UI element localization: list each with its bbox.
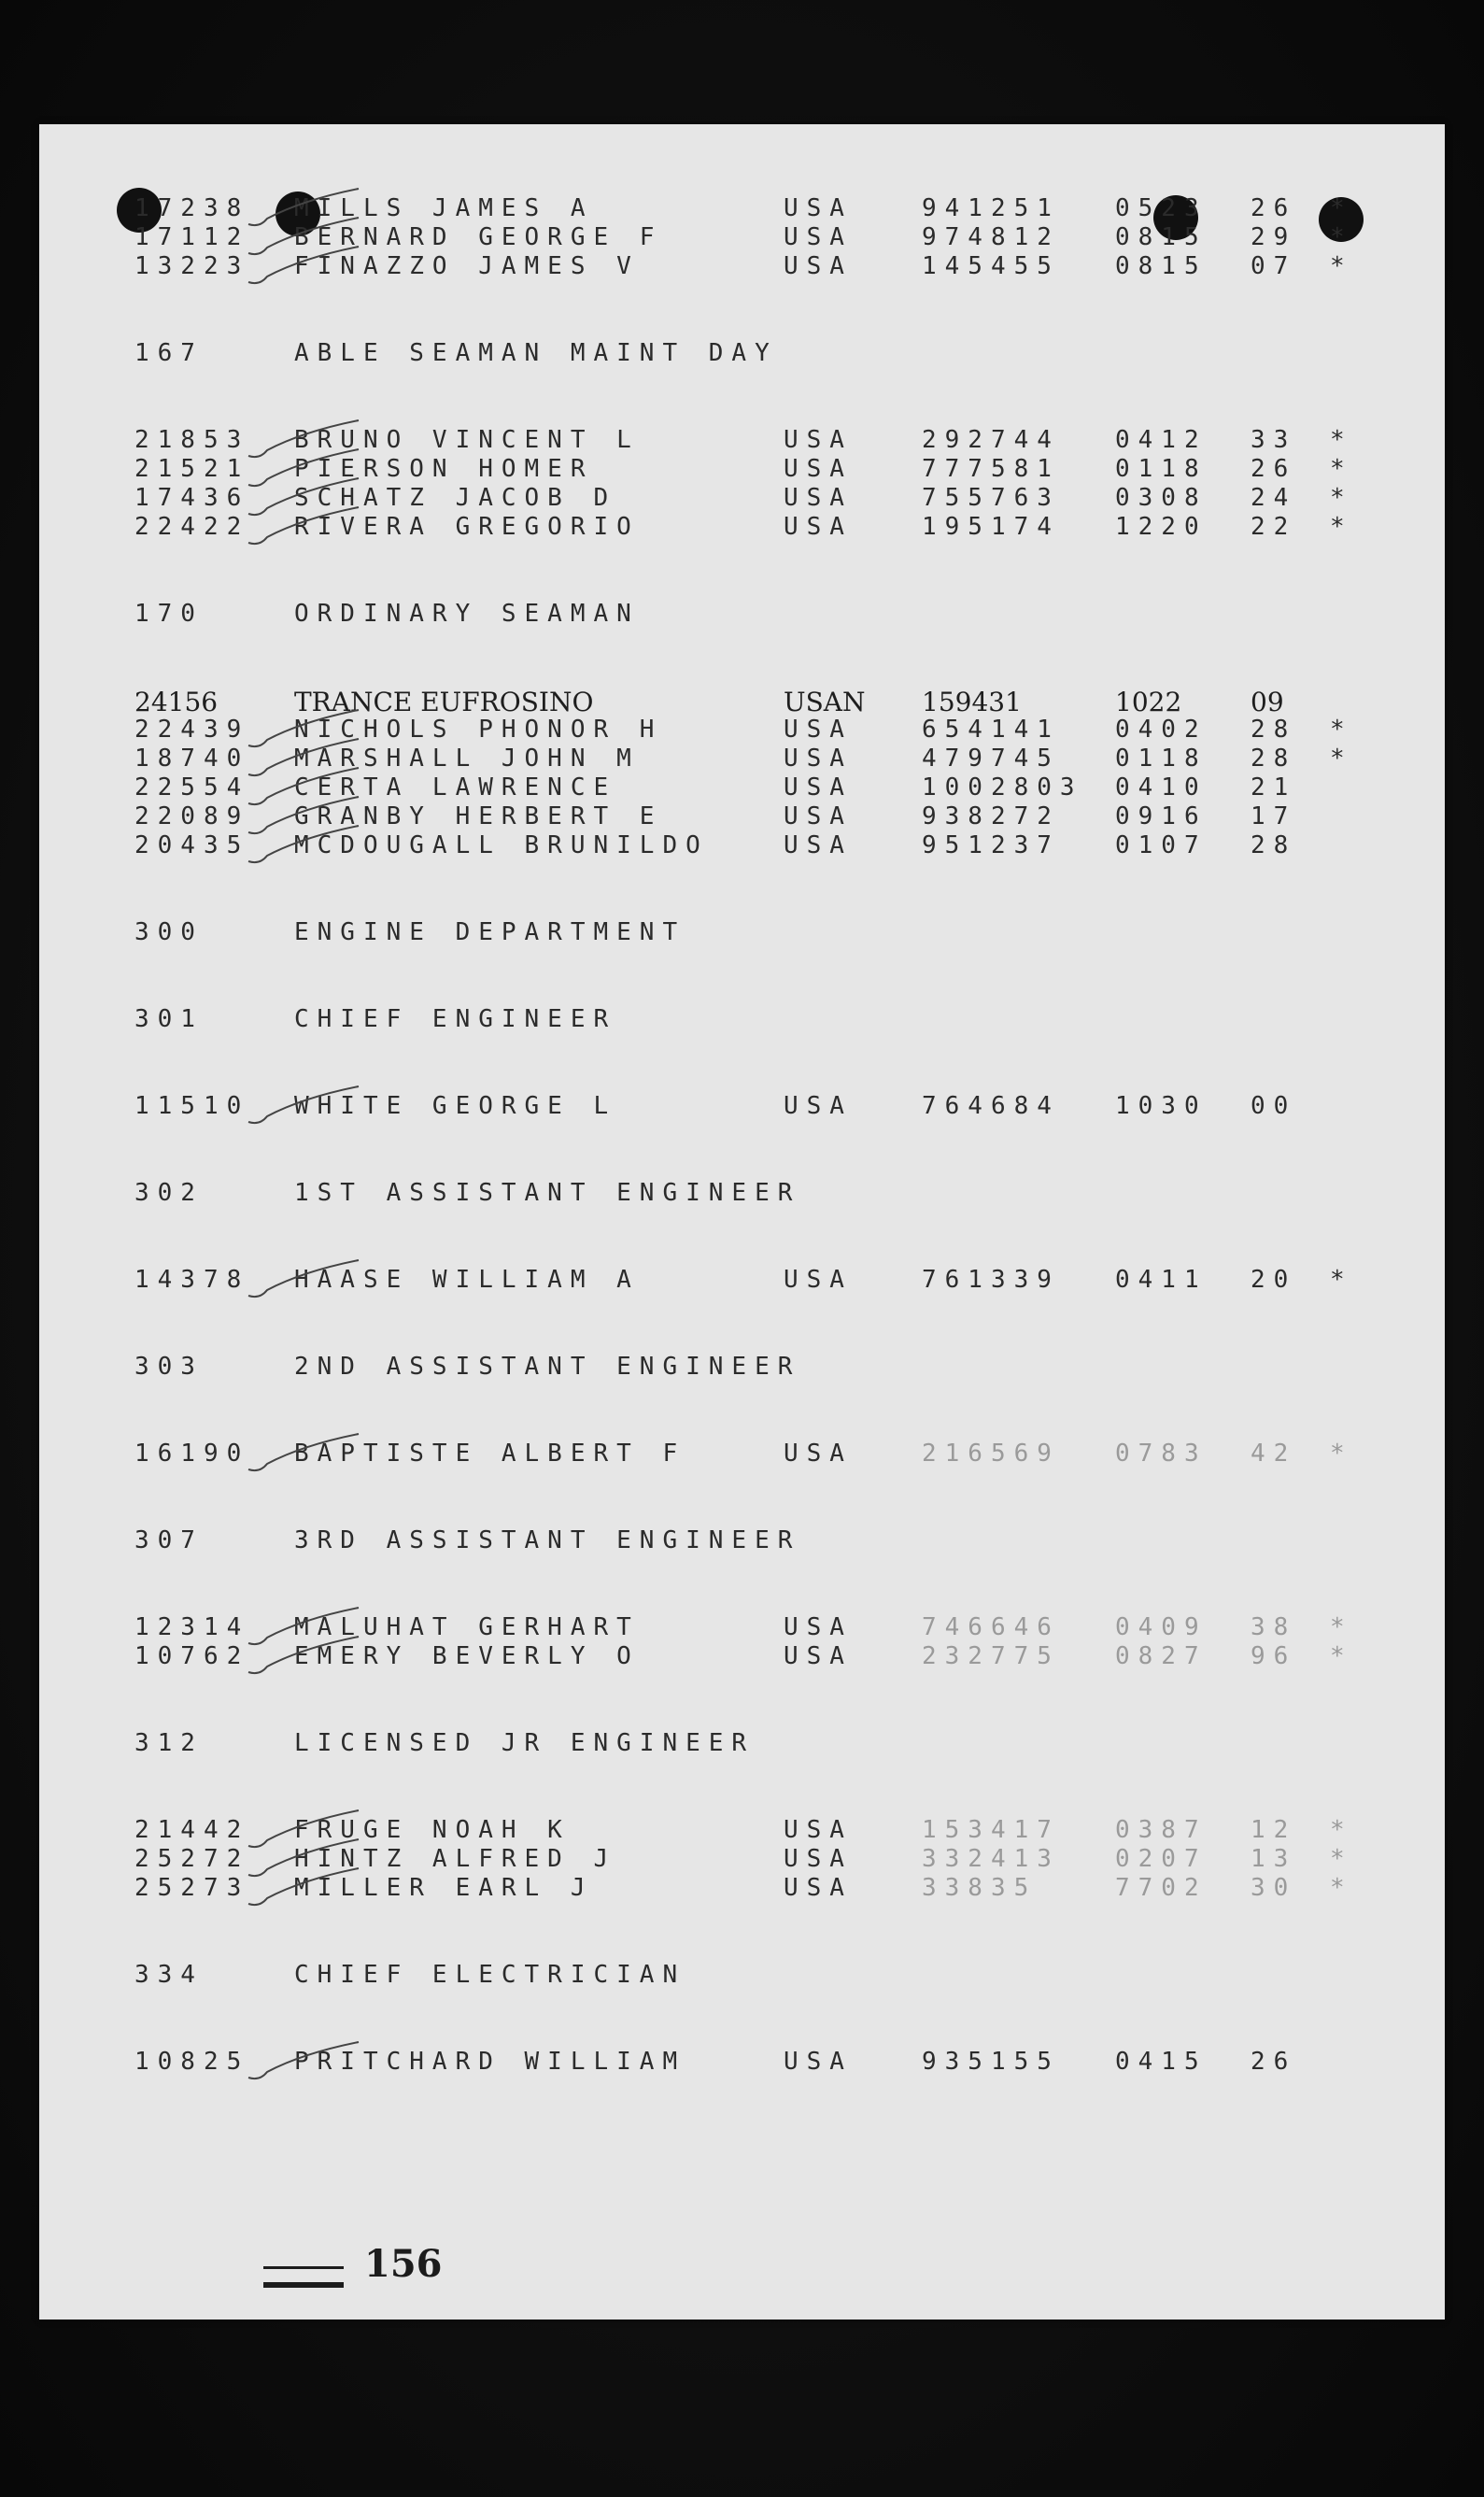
section-header <box>97 918 1386 947</box>
section-title: 1ST ASSISTANT ENGINEER <box>294 1179 801 1207</box>
crew-name: HAASE WILLIAM A <box>294 1266 640 1294</box>
crew-certificate: 935155 <box>922 2048 1060 2076</box>
crew-row <box>97 194 1386 223</box>
crew-date: 0412 <box>1115 426 1208 454</box>
crew-row <box>97 2048 1386 2077</box>
crew-certificate: 159431 <box>922 687 1022 717</box>
crew-name: MALUHAT GERHART <box>294 1613 640 1641</box>
crew-nationality: USA <box>784 252 853 280</box>
section-title: ABLE SEAMAN MAINT DAY <box>294 339 778 367</box>
crew-number: 17238 <box>134 194 250 222</box>
crew-certificate: 145455 <box>922 252 1060 280</box>
crew-mark: * <box>1330 426 1353 454</box>
crew-nationality: USA <box>784 1440 853 1468</box>
crew-certificate: 216569 <box>922 1440 1060 1468</box>
crew-mark: * <box>1330 455 1353 483</box>
crew-certificate: 479745 <box>922 745 1060 773</box>
crew-date: 0815 <box>1115 252 1208 280</box>
section-header <box>97 1005 1386 1034</box>
crew-nationality: USA <box>784 223 853 251</box>
crew-name: FRUGE NOAH K <box>294 1816 571 1844</box>
crew-name: BAPTISTE ALBERT F <box>294 1440 686 1468</box>
crew-row <box>97 1613 1386 1642</box>
section-code: 167 <box>134 339 204 367</box>
crew-name: FINAZZO JAMES V <box>294 252 640 280</box>
crew-nationality: USA <box>784 426 853 454</box>
crew-mark: * <box>1330 513 1353 541</box>
crew-number: 18740 <box>134 745 250 773</box>
crew-date: 0415 <box>1115 2048 1208 2076</box>
crew-name: PRITCHARD WILLIAM <box>294 2048 686 2076</box>
section-header <box>97 600 1386 629</box>
crew-name: HINTZ ALFRED J <box>294 1845 617 1873</box>
section-title: CHIEF ELECTRICIAN <box>294 1961 686 1989</box>
crew-certificate: 654141 <box>922 716 1060 744</box>
crew-age: 12 <box>1251 1816 1297 1844</box>
crew-number: 20435 <box>134 831 250 859</box>
crew-certificate: 951237 <box>922 831 1060 859</box>
crew-number: 17436 <box>134 484 250 512</box>
crew-mark: * <box>1330 252 1353 280</box>
crew-date: 0783 <box>1115 1440 1208 1468</box>
crew-name: EMERY BEVERLY O <box>294 1642 640 1670</box>
crew-nationality: USAN <box>784 687 866 717</box>
crew-age: 24 <box>1251 484 1297 512</box>
crew-date: 0916 <box>1115 802 1208 830</box>
crew-nationality: USA <box>784 802 853 830</box>
section-header <box>97 1179 1386 1208</box>
crew-date: 0410 <box>1115 773 1208 802</box>
crew-number: 10825 <box>134 2048 250 2076</box>
section-code: 307 <box>134 1526 204 1554</box>
section-code: 312 <box>134 1729 204 1757</box>
crew-age: 96 <box>1251 1642 1297 1670</box>
section-title: 3RD ASSISTANT ENGINEER <box>294 1526 801 1554</box>
crew-row <box>97 802 1386 831</box>
crew-name: BERNARD GEORGE F <box>294 223 663 251</box>
crew-name: TRANCE EUFROSINO <box>294 687 594 717</box>
crew-row <box>97 831 1386 860</box>
crew-date: 0409 <box>1115 1613 1208 1641</box>
crew-row <box>97 773 1386 802</box>
crew-mark: * <box>1330 484 1353 512</box>
crew-date: 1220 <box>1115 513 1208 541</box>
crew-mark: * <box>1330 1613 1353 1641</box>
crew-number: 22554 <box>134 773 250 802</box>
crew-row <box>97 1092 1386 1121</box>
crew-date: 0523 <box>1115 194 1208 222</box>
crew-certificate: 755763 <box>922 484 1060 512</box>
crew-nationality: USA <box>784 484 853 512</box>
crew-certificate: 974812 <box>922 223 1060 251</box>
section-header <box>97 339 1386 368</box>
crew-nationality: USA <box>784 1613 853 1641</box>
crew-number: 13223 <box>134 252 250 280</box>
crew-mark: * <box>1330 1266 1353 1294</box>
crew-number: 17112 <box>134 223 250 251</box>
crew-row <box>97 1816 1386 1845</box>
crew-certificate: 1002803 <box>922 773 1083 802</box>
crew-name: GRANBY HERBERT E <box>294 802 663 830</box>
crew-certificate: 292744 <box>922 426 1060 454</box>
crew-name: RIVERA GREGORIO <box>294 513 640 541</box>
section-title: CHIEF ENGINEER <box>294 1005 617 1033</box>
crew-date: 1022 <box>1115 687 1182 717</box>
section-header <box>97 1961 1386 1990</box>
crew-certificate: 746646 <box>922 1613 1060 1641</box>
crew-nationality: USA <box>784 1845 853 1873</box>
crew-mark: * <box>1330 716 1353 744</box>
page-number-underline <box>263 2266 344 2288</box>
crew-age: 42 <box>1251 1440 1297 1468</box>
section-title: LICENSED JR ENGINEER <box>294 1729 756 1757</box>
crew-age: 28 <box>1251 745 1297 773</box>
crew-certificate: 941251 <box>922 194 1060 222</box>
crew-name: MCDOUGALL BRUNILDO <box>294 831 709 859</box>
crew-number: 21442 <box>134 1816 250 1844</box>
crew-nationality: USA <box>784 1816 853 1844</box>
crew-name: MILLER EARL J <box>294 1874 594 1902</box>
section-header <box>97 1526 1386 1555</box>
crew-nationality: USA <box>784 831 853 859</box>
crew-age: 09 <box>1251 687 1284 717</box>
crew-date: 0207 <box>1115 1845 1208 1873</box>
crew-date: 0118 <box>1115 455 1208 483</box>
crew-name: BRUNO VINCENT L <box>294 426 640 454</box>
crew-row <box>97 513 1386 542</box>
crew-row <box>97 1642 1386 1671</box>
crew-name: MILLS JAMES A <box>294 194 594 222</box>
section-code: 300 <box>134 918 204 946</box>
crew-number: 22422 <box>134 513 250 541</box>
crew-age: 26 <box>1251 2048 1297 2076</box>
crew-number: 10762 <box>134 1642 250 1670</box>
section-code: 302 <box>134 1179 204 1207</box>
crew-certificate: 153417 <box>922 1816 1060 1844</box>
crew-date: 0411 <box>1115 1266 1208 1294</box>
crew-row <box>97 426 1386 455</box>
crew-certificate: 332413 <box>922 1845 1060 1873</box>
crew-age: 26 <box>1251 455 1297 483</box>
section-title: ORDINARY SEAMAN <box>294 600 640 628</box>
crew-row <box>97 252 1386 281</box>
crew-mark: * <box>1330 1440 1353 1468</box>
crew-mark: * <box>1330 745 1353 773</box>
crew-number: 21853 <box>134 426 250 454</box>
crew-nationality: USA <box>784 1874 853 1902</box>
crew-nationality: USA <box>784 194 853 222</box>
crew-mark: * <box>1330 1845 1353 1873</box>
section-code: 334 <box>134 1961 204 1989</box>
crew-date: 0118 <box>1115 745 1208 773</box>
crew-number: 11510 <box>134 1092 250 1120</box>
crew-mark: * <box>1330 1874 1353 1902</box>
crew-number: 14378 <box>134 1266 250 1294</box>
crew-number: 24156 <box>134 687 219 717</box>
crew-row <box>97 1266 1386 1295</box>
crew-age: 00 <box>1251 1092 1297 1120</box>
crew-certificate: 764684 <box>922 1092 1060 1120</box>
crew-age: 21 <box>1251 773 1297 802</box>
section-code: 170 <box>134 600 204 628</box>
crew-certificate: 938272 <box>922 802 1060 830</box>
crew-row <box>97 1874 1386 1903</box>
crew-name: SCHATZ JACOB D <box>294 484 617 512</box>
section-header <box>97 1353 1386 1382</box>
page-number: 156 <box>364 2242 443 2286</box>
crew-mark: * <box>1330 223 1353 251</box>
crew-mark: * <box>1330 1642 1353 1670</box>
crew-name: MARSHALL JOHN M <box>294 745 640 773</box>
crew-nationality: USA <box>784 745 853 773</box>
crew-nationality: USA <box>784 1092 853 1120</box>
crew-date: 0107 <box>1115 831 1208 859</box>
crew-age: 29 <box>1251 223 1297 251</box>
crew-name: NICHOLS PHONOR H <box>294 716 663 744</box>
crew-certificate: 777581 <box>922 455 1060 483</box>
crew-name: WHITE GEORGE L <box>294 1092 617 1120</box>
crew-certificate: 33835 <box>922 1874 1038 1902</box>
crew-age: 22 <box>1251 513 1297 541</box>
crew-age: 28 <box>1251 716 1297 744</box>
crew-date: 7702 <box>1115 1874 1208 1902</box>
crew-age: 30 <box>1251 1874 1297 1902</box>
crew-age: 13 <box>1251 1845 1297 1873</box>
crew-date: 0308 <box>1115 484 1208 512</box>
crew-age: 26 <box>1251 194 1297 222</box>
crew-number: 22089 <box>134 802 250 830</box>
crew-certificate: 195174 <box>922 513 1060 541</box>
crew-row <box>97 1440 1386 1468</box>
crew-date: 0815 <box>1115 223 1208 251</box>
crew-certificate: 761339 <box>922 1266 1060 1294</box>
crew-nationality: USA <box>784 2048 853 2076</box>
crew-date: 0402 <box>1115 716 1208 744</box>
crew-nationality: USA <box>784 513 853 541</box>
crew-nationality: USA <box>784 773 853 802</box>
crew-number: 12314 <box>134 1613 250 1641</box>
crew-name: CERTA LAWRENCE <box>294 773 617 802</box>
crew-age: 28 <box>1251 831 1297 859</box>
section-code: 301 <box>134 1005 204 1033</box>
crew-number: 16190 <box>134 1440 250 1468</box>
crew-name: PIERSON HOMER <box>294 455 594 483</box>
section-title: 2ND ASSISTANT ENGINEER <box>294 1353 801 1381</box>
section-code: 303 <box>134 1353 204 1381</box>
crew-age: 17 <box>1251 802 1297 830</box>
crew-nationality: USA <box>784 1266 853 1294</box>
crew-age: 38 <box>1251 1613 1297 1641</box>
crew-number: 22439 <box>134 716 250 744</box>
crew-date: 0387 <box>1115 1816 1208 1844</box>
crew-row <box>97 455 1386 484</box>
crew-mark: * <box>1330 194 1353 222</box>
crew-row <box>97 745 1386 773</box>
crew-age: 33 <box>1251 426 1297 454</box>
crew-row <box>97 223 1386 252</box>
crew-nationality: USA <box>784 716 853 744</box>
crew-row <box>97 1845 1386 1874</box>
crew-age: 07 <box>1251 252 1297 280</box>
section-header <box>97 1729 1386 1758</box>
crew-list <box>97 194 1386 2077</box>
crew-row <box>97 716 1386 745</box>
crew-age: 20 <box>1251 1266 1297 1294</box>
crew-number: 25273 <box>134 1874 250 1902</box>
crew-date: 1030 <box>1115 1092 1208 1120</box>
crew-certificate: 232775 <box>922 1642 1060 1670</box>
crew-row <box>97 484 1386 513</box>
crew-nationality: USA <box>784 1642 853 1670</box>
crew-mark: * <box>1330 1816 1353 1844</box>
crew-nationality: USA <box>784 455 853 483</box>
crew-row <box>97 687 1386 716</box>
section-title: ENGINE DEPARTMENT <box>294 918 686 946</box>
crew-date: 0827 <box>1115 1642 1208 1670</box>
crew-number: 21521 <box>134 455 250 483</box>
crew-number: 25272 <box>134 1845 250 1873</box>
